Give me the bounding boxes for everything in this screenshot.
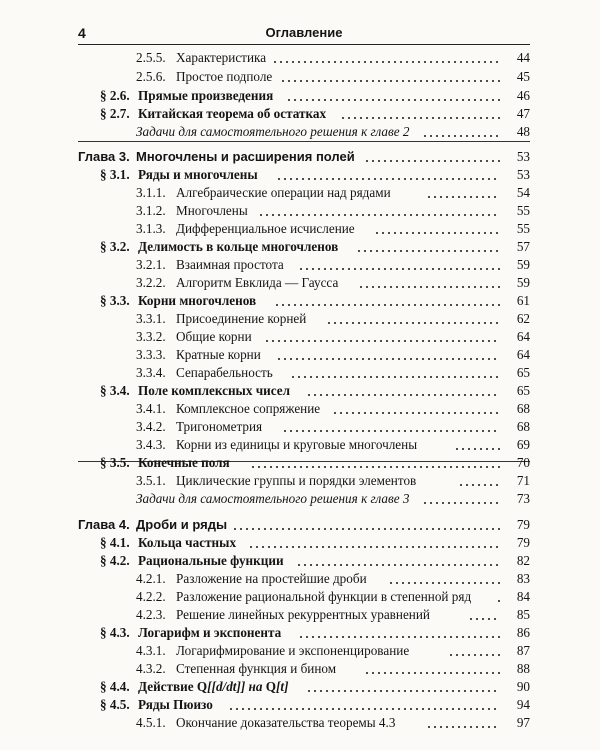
entry-title: Ряды и многочлены — [138, 167, 258, 182]
leader-dots — [276, 178, 500, 180]
entry-number: § 3.3. — [100, 293, 130, 308]
toc-entry[interactable] — [136, 607, 530, 622]
page-ref: 55 — [516, 203, 530, 218]
entry-title: Алгоритм Евклида — Гаусса — [176, 275, 339, 290]
entry-number: 3.2.2. — [136, 275, 166, 290]
page-ref: 57 — [516, 239, 530, 254]
entry-number: 4.2.3. — [136, 607, 166, 622]
leader-dots — [272, 61, 500, 63]
toc-entry[interactable] — [136, 365, 530, 380]
leader-dots — [458, 484, 500, 486]
toc-entry[interactable] — [136, 275, 530, 290]
leader-dots — [306, 394, 500, 396]
entry-title: Задачи для самостоятельного решения к главе 3 — [136, 491, 410, 506]
toc-entry[interactable] — [136, 473, 530, 488]
page-ref: 65 — [516, 365, 530, 380]
leader-dots — [298, 636, 500, 638]
leader-dots — [264, 340, 500, 342]
page-ref: 69 — [516, 437, 530, 452]
page-ref: 70 — [516, 455, 530, 470]
toc-entry[interactable] — [136, 589, 530, 604]
entry-number: 3.4.2. — [136, 419, 166, 434]
entry-number: 4.2.1. — [136, 571, 166, 586]
toc-entry[interactable] — [100, 535, 530, 550]
entry-number: § 4.2. — [100, 553, 130, 568]
toc-entry[interactable] — [136, 203, 530, 218]
toc-entry[interactable] — [100, 293, 530, 308]
toc-entry[interactable] — [78, 517, 530, 532]
toc-entry[interactable] — [136, 419, 530, 434]
leader-dots — [422, 502, 500, 504]
entry-title: Логарифмирование и экспоненцирование — [176, 643, 410, 658]
page-ref: 79 — [516, 535, 530, 550]
leader-dots — [374, 232, 500, 234]
leader-dots — [290, 376, 500, 378]
page-ref: 62 — [516, 311, 530, 326]
entry-number: 2.5.5. — [136, 50, 166, 65]
page-ref: 83 — [516, 571, 530, 586]
entry-title: Тригонометрия — [176, 419, 263, 434]
toc-entry[interactable] — [136, 437, 530, 452]
toc-entry[interactable] — [100, 106, 530, 121]
toc-entry[interactable] — [136, 257, 530, 272]
entry-title: Многочлены — [176, 203, 248, 218]
page-ref: 94 — [516, 697, 530, 712]
leader-dots — [274, 304, 500, 306]
leader-dots — [282, 430, 500, 432]
page-ref: 53 — [516, 149, 530, 164]
toc-entry[interactable] — [100, 167, 530, 182]
entry-number: § 3.1. — [100, 167, 130, 182]
entry-title: Степенная функция и бином — [176, 661, 337, 676]
entry-number: § 4.5. — [100, 697, 130, 712]
toc-entry[interactable] — [100, 88, 530, 103]
page-title: Оглавление — [265, 25, 343, 40]
toc-entry[interactable] — [100, 679, 530, 694]
page-ref: 64 — [516, 329, 530, 344]
leader-dots — [228, 708, 500, 710]
entry-number: 4.2.2. — [136, 589, 166, 604]
entry-title: Кольца частных — [138, 535, 237, 550]
toc-entry[interactable] — [136, 661, 530, 676]
entry-number: Глава 4. — [78, 517, 130, 532]
entry-title-formula: [t] — [276, 679, 289, 694]
toc-entry[interactable] — [136, 311, 530, 326]
entry-title: Сепарабельность — [176, 365, 273, 380]
leader-dots — [358, 286, 500, 288]
leader-dots — [448, 654, 500, 656]
rational-field-symbol: Q — [196, 679, 208, 694]
leader-dots — [298, 268, 500, 270]
entry-title: Прямые произведения — [138, 88, 274, 103]
toc-entry[interactable] — [136, 221, 530, 236]
entry-number: § 2.7. — [100, 106, 130, 121]
page-ref: 84 — [516, 589, 530, 604]
page-ref: 87 — [516, 643, 530, 658]
page-ref: 47 — [516, 106, 530, 121]
leader-dots — [296, 564, 500, 566]
toc-entry[interactable] — [136, 69, 530, 84]
toc-entry[interactable] — [136, 347, 530, 362]
leader-dots — [388, 582, 500, 584]
running-header — [78, 24, 530, 45]
toc-entry[interactable] — [100, 383, 530, 398]
entry-title: Алгебраические операции над рядами — [176, 185, 391, 200]
page-ref: 61 — [516, 293, 530, 308]
leader-dots — [326, 322, 500, 324]
toc-entry[interactable] — [100, 239, 530, 254]
entry-title: Делимость в кольце многочленов — [138, 239, 339, 254]
page-ref: 85 — [516, 607, 530, 622]
toc-entry[interactable] — [78, 149, 530, 164]
leader-dots — [250, 466, 500, 468]
entry-title: Рациональные функции — [138, 553, 284, 568]
entry-number: § 4.1. — [100, 535, 130, 550]
entry-number: Глава 3. — [78, 149, 130, 164]
entry-number: 3.5.1. — [136, 473, 166, 488]
entry-number: § 4.4. — [100, 679, 130, 694]
leader-dots — [454, 448, 500, 450]
entry-title: Конечные поля — [138, 455, 230, 470]
toc-entry[interactable] — [136, 491, 530, 506]
entry-title: Характеристика — [176, 50, 267, 65]
toc-entry[interactable] — [100, 625, 530, 640]
entry-title: Решение линейных рекуррентных уравнений — [176, 607, 430, 622]
toc-entry[interactable] — [136, 185, 530, 200]
entry-number: 4.3.1. — [136, 643, 166, 658]
entry-number: § 3.5. — [100, 455, 130, 470]
entry-number: § 2.6. — [100, 88, 130, 103]
page-ref: 86 — [516, 625, 530, 640]
page-ref: 73 — [516, 491, 530, 506]
entry-number: 3.1.2. — [136, 203, 166, 218]
page-ref: 90 — [516, 679, 530, 694]
page-ref: 64 — [516, 347, 530, 362]
page-number: 4 — [78, 25, 86, 41]
entry-title: Циклические группы и порядки элементов — [176, 473, 417, 488]
toc-entry[interactable] — [136, 571, 530, 586]
page-ref: 82 — [516, 553, 530, 568]
entry-title: Корни из единицы и круговые многочлены — [176, 437, 418, 452]
leader-dots — [286, 99, 500, 101]
page-ref: 68 — [516, 419, 530, 434]
entry-number: 3.4.1. — [136, 401, 166, 416]
leader-dots — [364, 672, 500, 674]
page-ref: 65 — [516, 383, 530, 398]
entry-number: 3.2.1. — [136, 257, 166, 272]
entry-number: 4.3.2. — [136, 661, 166, 676]
entry-number: 3.1.1. — [136, 185, 166, 200]
leader-dots — [258, 214, 500, 216]
entry-number: 3.3.1. — [136, 311, 166, 326]
page-ref: 55 — [516, 221, 530, 236]
page-ref: 48 — [516, 124, 530, 139]
leader-dots — [306, 690, 500, 692]
entry-title: Присоединение корней — [176, 311, 307, 326]
toc-entry[interactable] — [100, 697, 530, 712]
leader-dots — [332, 412, 500, 414]
entry-title: Общие корни — [176, 329, 252, 344]
entry-number: 3.3.3. — [136, 347, 166, 362]
leader-dots — [364, 160, 500, 162]
page-ref: 88 — [516, 661, 530, 676]
entry-title: Разложение на простейшие дроби — [176, 571, 367, 586]
entry-title: Китайская теорема об остатках — [138, 106, 327, 121]
entry-number: 3.3.4. — [136, 365, 166, 380]
toc-entry[interactable] — [136, 715, 530, 730]
entry-title: Комплексное сопряжение — [176, 401, 321, 416]
entry-title: Взаимная простота — [176, 257, 284, 272]
entry-number: 4.5.1. — [136, 715, 166, 730]
entry-title: Дифференциальное исчисление — [176, 221, 355, 236]
entry-number: § 3.2. — [100, 239, 130, 254]
rational-field-symbol: Q — [265, 679, 277, 694]
leader-dots — [340, 117, 500, 119]
toc-entry[interactable] — [136, 50, 530, 65]
page-ref: 59 — [516, 275, 530, 290]
entry-title-formula: [[d/dt]] на — [207, 679, 266, 694]
toc-entry[interactable] — [136, 401, 530, 416]
leader-dots — [426, 726, 500, 728]
entry-number: § 4.3. — [100, 625, 130, 640]
page-ref: 59 — [516, 257, 530, 272]
entry-number: 3.4.3. — [136, 437, 166, 452]
entry-title: Задачи для самостоятельного решения к главе 2 — [136, 124, 410, 139]
page-ref: 53 — [516, 167, 530, 182]
entry-title — [138, 679, 288, 694]
page-ref: 79 — [516, 517, 530, 532]
entry-title: Многочлены и расширения полей — [136, 149, 355, 164]
toc-entry[interactable] — [136, 329, 530, 344]
page-ref: 68 — [516, 401, 530, 416]
leader-dots — [280, 80, 500, 82]
entry-title: Дроби и ряды — [136, 517, 228, 532]
entry-number: § 3.4. — [100, 383, 130, 398]
entry-title: Ряды Пюизо — [138, 697, 213, 712]
page-ref: 54 — [516, 185, 530, 200]
page-ref: 44 — [516, 50, 530, 65]
leader-dots — [422, 135, 500, 137]
entry-number: 3.3.2. — [136, 329, 166, 344]
entry-number: 2.5.6. — [136, 69, 166, 84]
leader-dots — [276, 358, 500, 360]
entry-title: Корни многочленов — [138, 293, 257, 308]
entry-title: Кратные корни — [176, 347, 261, 362]
leader-dots — [468, 618, 500, 620]
page-ref: 71 — [516, 473, 530, 488]
leader-dots — [356, 250, 500, 252]
entry-number: 3.1.3. — [136, 221, 166, 236]
leader-dots — [248, 546, 500, 548]
entry-title: Простое подполе — [176, 69, 273, 84]
toc-entry[interactable] — [100, 553, 530, 568]
entry-title: Окончание доказательства теоремы 4.3 — [176, 715, 396, 730]
entry-title: Разложение рациональной функции в степенной ряд — [176, 589, 472, 604]
toc-entry[interactable] — [136, 124, 530, 139]
entry-title: Логарифм и экспонента — [138, 625, 282, 640]
page-ref: 97 — [516, 715, 530, 730]
chapter-divider — [78, 141, 530, 142]
page-ref: 46 — [516, 88, 530, 103]
entry-title-text: Действие — [138, 679, 197, 694]
toc-entry[interactable] — [100, 455, 530, 470]
leader-dots — [496, 600, 502, 602]
page-ref: 45 — [516, 69, 530, 84]
toc-entry[interactable] — [136, 643, 530, 658]
entry-title: Поле комплексных чисел — [138, 383, 291, 398]
leader-dots — [426, 196, 500, 198]
leader-dots — [232, 528, 500, 530]
